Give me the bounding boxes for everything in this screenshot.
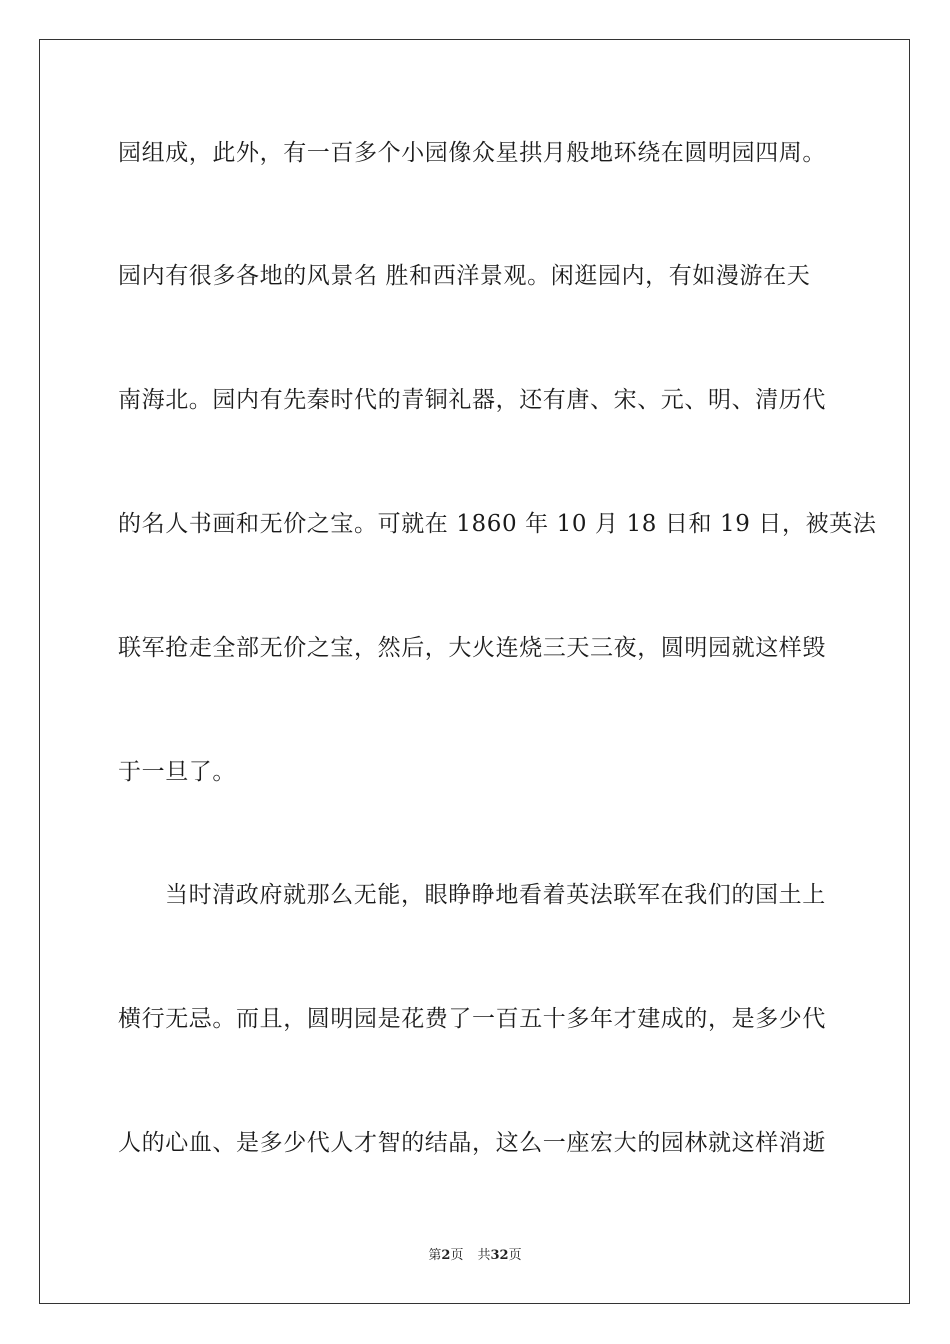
- text-line-6: 于一旦了。: [118, 759, 236, 785]
- text-line-5: 联军抢走全部无价之宝，然后，大火连烧三天三夜，圆明园就这样毁: [118, 635, 826, 661]
- total-pages: 32: [490, 1248, 509, 1263]
- page-number: 2: [441, 1248, 451, 1263]
- text-line-8: 横行无忌。而且，圆明园是花费了一百五十多年才建成的，是多少代: [118, 1006, 826, 1032]
- total-suffix: 页: [508, 1248, 522, 1263]
- page-suffix: 页: [450, 1248, 464, 1263]
- text-line-9: 人的心血、是多少代人才智的结晶，这么一座宏大的园林就这样消逝: [118, 1130, 826, 1156]
- text-line-4: 的名人书画和无价之宝。可就在 1860 年 10 月 18 日和 19 日，被英法: [118, 511, 877, 537]
- text-line-3: 南海北。园内有先秦时代的青铜礼器，还有唐、宋、元、明、清历代: [118, 387, 826, 413]
- text-line-2: 园内有很多各地的风景名 胜和西洋景观。闲逛园内，有如漫游在天: [118, 263, 811, 289]
- text-line-1: 园组成，此外，有一百多个小园像众星拱月般地环绕在圆明园四周。: [118, 140, 826, 166]
- total-prefix: 共: [477, 1248, 491, 1263]
- text-line-7: 当时清政府就那么无能，眼睁睁地看着英法联军在我们的国土上: [165, 882, 826, 908]
- page-border: [39, 39, 910, 1304]
- page-prefix: 第: [428, 1248, 442, 1263]
- page-footer: [0, 1247, 950, 1265]
